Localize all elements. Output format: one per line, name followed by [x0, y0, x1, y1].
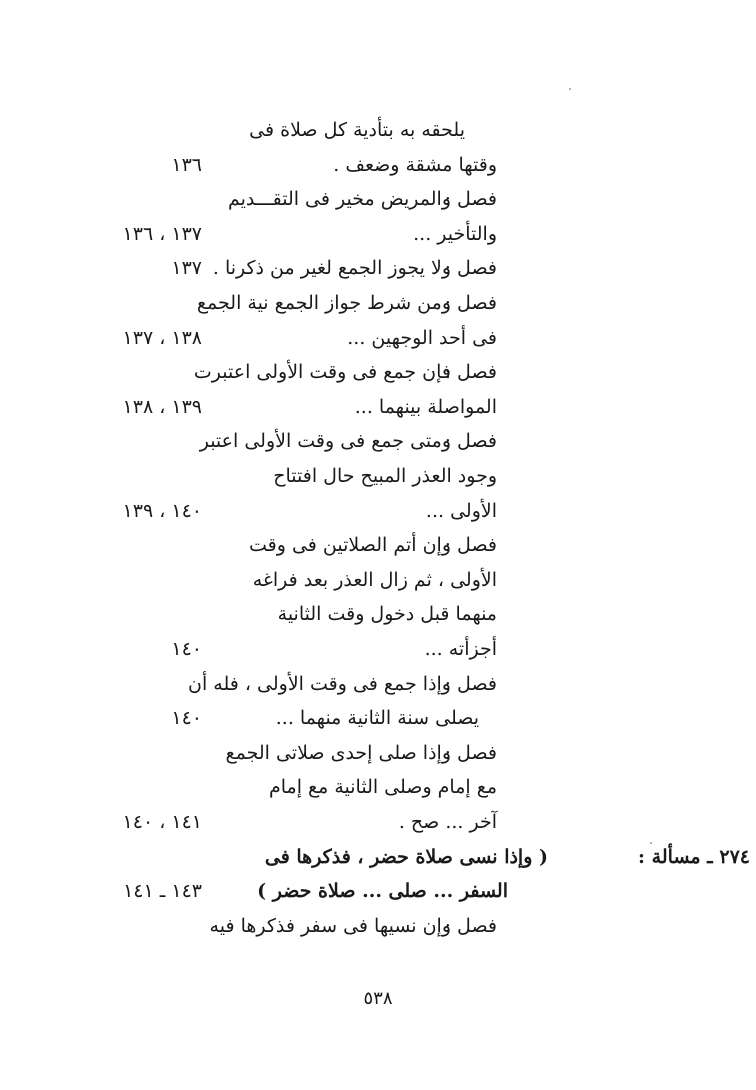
entry-text: فى أحد الوجهين ...	[347, 326, 497, 349]
fasl-label: فصل :	[444, 741, 497, 764]
entry-text: يصلى سنة الثانية منهما ...	[275, 707, 479, 730]
page-ref: ١٤٣ ـ ١٤١	[123, 880, 202, 903]
entry-text: السفر ... صلى ... صلاة حضر )	[257, 880, 508, 903]
page-ref: ١٤١ ، ١٤٠	[122, 811, 202, 833]
fasl-label: فصل :	[444, 361, 497, 384]
entry-text: المواصلة بينهما ...	[354, 395, 497, 418]
page-number: ٥٣٨	[363, 988, 393, 1009]
entry-text: والمريض مخير فى التقـــديم	[228, 188, 451, 211]
fasl-label: فصل :	[444, 534, 497, 557]
entry-text: والتأخير ...	[413, 222, 497, 245]
page-ref: ١٤٠	[171, 638, 202, 660]
entry-text: ومن شرط جواز الجمع نية الجمع	[196, 292, 451, 314]
entry-text: ولا يجوز الجمع لغير من ذكرنا .	[212, 257, 451, 280]
page-ref: ١٣٦	[171, 153, 202, 176]
page-ref: ١٣٧	[171, 257, 202, 280]
fasl-label: فصل :	[444, 188, 497, 211]
entry-text: وإذا جمع فى وقت الأولى ، فله أن	[188, 672, 451, 695]
fasl-label: فصل :	[444, 914, 497, 937]
fasl-label: فصل :	[444, 292, 497, 314]
page-ref: ١٣٨ ، ١٣٧	[122, 326, 202, 349]
entry-text: وقتها مشقة وضعف .	[333, 153, 497, 176]
page-ref: ١٣٧ ، ١٣٦	[122, 222, 202, 245]
entry-text: وجود العذر المبيح حال افتتاح	[273, 465, 497, 487]
fasl-label: فصل :	[444, 257, 497, 280]
entry-text: فإن جمع فى وقت الأولى اعتبرت	[193, 361, 451, 384]
entry-text: ( وإذا نسى صلاة حضر ، فذكرها فى	[264, 845, 548, 868]
entry-text: يلحقه به بتأدية كل صلاة فى	[249, 119, 465, 141]
entry-text: وإذا صلى إحدى صلاتى الجمع	[225, 741, 451, 764]
page-ref: ١٤٠ ، ١٣٩	[122, 499, 202, 522]
page-ref: ١٤٠	[171, 707, 202, 730]
entry-text: مع إمام وصلى الثانية مع إمام	[268, 776, 497, 799]
entry-text: الأولى ، ثم زال العذر بعد فراغه	[252, 568, 497, 591]
entry-text: آخر ... صح .	[398, 811, 497, 833]
masala-label: ٢٧٤ ـ مسألة :	[638, 845, 750, 868]
entry-text: ومتى جمع فى وقت الأولى اعتبر	[199, 430, 451, 453]
page-ref: ١٣٩ ، ١٣٨	[122, 395, 202, 418]
fasl-label: فصل :	[444, 430, 497, 453]
fasl-label: فصل :	[444, 672, 497, 695]
entry-text: الأولى ...	[425, 499, 497, 522]
entry-text: وإن نسيها فى سفر فذكرها فيه	[209, 914, 451, 937]
scan-speck	[569, 88, 571, 90]
scan-speck	[650, 842, 652, 844]
entry-text: أجزأته ...	[424, 638, 497, 660]
entry-text: منهما قبل دخول وقت الثانية	[277, 603, 497, 626]
entry-text: وإن أتم الصلاتين فى وقت	[249, 534, 451, 557]
